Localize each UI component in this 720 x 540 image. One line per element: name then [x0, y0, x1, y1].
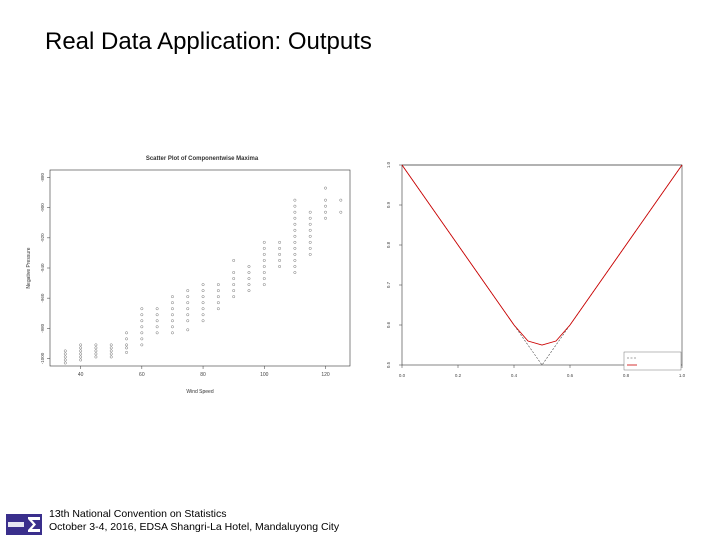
scatter-point — [278, 265, 280, 267]
dashed-series-line — [402, 165, 682, 365]
scatter-point — [248, 265, 250, 267]
scatter-point — [110, 344, 112, 346]
scatter-point — [263, 283, 265, 285]
scatter-point — [232, 289, 234, 291]
scatter-point — [64, 356, 66, 358]
line-plot-frame — [402, 165, 682, 365]
line-x-tick-label: 0.8 — [622, 373, 630, 378]
line-y-tick-label: 1.0 — [386, 161, 391, 169]
scatter-point — [263, 247, 265, 249]
line-y-tick-label: 0.5 — [386, 361, 391, 369]
scatter-point — [79, 353, 81, 355]
scatter-point — [309, 223, 311, 225]
scatter-point — [187, 295, 189, 297]
scatter-point — [309, 229, 311, 231]
scatter-point — [64, 350, 66, 352]
scatter-point — [79, 359, 81, 361]
scatter-point — [125, 344, 127, 346]
scatter-point — [232, 283, 234, 285]
scatter-y-tick-label: -960 — [40, 293, 45, 303]
scatter-point — [294, 223, 296, 225]
line-legend — [624, 352, 681, 370]
scatter-point — [141, 338, 143, 340]
scatter-point — [64, 362, 66, 364]
scatter-y-tick-label: -1000 — [40, 352, 45, 365]
line-y-axis — [386, 161, 402, 368]
scatter-point — [309, 247, 311, 249]
scatter-point — [294, 271, 296, 273]
scatter-point — [309, 253, 311, 255]
scatter-point — [64, 353, 66, 355]
scatter-point — [294, 199, 296, 201]
legend-box — [624, 352, 681, 370]
scatter-point — [340, 211, 342, 213]
line-x-tick-label: 0.6 — [566, 373, 574, 378]
scatter-point — [294, 229, 296, 231]
scatter-point — [95, 347, 97, 349]
scatter-point — [187, 329, 189, 331]
scatter-point — [263, 241, 265, 243]
scatter-point — [202, 289, 204, 291]
scatter-point — [141, 344, 143, 346]
scatter-point — [110, 347, 112, 349]
scatter-point — [171, 332, 173, 334]
scatter-point — [95, 344, 97, 346]
scatter-point — [278, 241, 280, 243]
scatter-point — [294, 217, 296, 219]
line-y-tick-label: 0.9 — [386, 201, 391, 209]
scatter-point — [141, 314, 143, 316]
line-x-tick-label: 0.4 — [510, 373, 518, 378]
ncs-logo — [6, 514, 42, 535]
scatter-point — [232, 277, 234, 279]
scatter-point — [187, 314, 189, 316]
line-x-tick-label: 0.2 — [454, 373, 462, 378]
line-x-tick-label: 0.0 — [398, 373, 406, 378]
scatter-point — [171, 301, 173, 303]
scatter-point — [324, 211, 326, 213]
scatter-point — [110, 353, 112, 355]
scatter-point — [232, 259, 234, 261]
scatter-point — [125, 347, 127, 349]
footer — [0, 505, 720, 540]
scatter-point — [79, 356, 81, 358]
scatter-point — [324, 199, 326, 201]
scatter-point — [187, 320, 189, 322]
scatter-y-tick-label: -880 — [40, 173, 45, 183]
scatter-point — [263, 271, 265, 273]
line-y-tick-label: 0.7 — [386, 281, 391, 289]
scatter-points — [64, 187, 342, 364]
scatter-plot — [22, 148, 362, 400]
scatter-point — [309, 217, 311, 219]
scatter-x-tick-label: 120 — [321, 372, 330, 378]
scatter-point — [294, 259, 296, 261]
scatter-point — [95, 350, 97, 352]
line-y-tick-label: 0.8 — [386, 241, 391, 249]
scatter-point — [156, 308, 158, 310]
scatter-point — [294, 253, 296, 255]
scatter-point — [324, 205, 326, 207]
scatter-point — [294, 241, 296, 243]
scatter-point — [202, 301, 204, 303]
scatter-point — [156, 332, 158, 334]
scatter-y-tick-label: -940 — [40, 263, 45, 273]
scatter-point — [110, 350, 112, 352]
scatter-point — [64, 359, 66, 361]
scatter-x-axis — [78, 366, 330, 378]
scatter-point — [141, 320, 143, 322]
scatter-x-tick-label: 60 — [139, 372, 145, 378]
scatter-point — [110, 356, 112, 358]
scatter-point — [202, 283, 204, 285]
line-y-tick-label: 0.6 — [386, 321, 391, 329]
scatter-y-tick-label: -980 — [40, 323, 45, 333]
scatter-point — [248, 271, 250, 273]
scatter-y-tick-label: -920 — [40, 233, 45, 243]
scatter-point — [217, 301, 219, 303]
scatter-point — [156, 326, 158, 328]
scatter-point — [278, 247, 280, 249]
scatter-y-axis-label: Negative Pressure — [26, 247, 32, 289]
footer-line-2: October 3-4, 2016, EDSA Shangri-La Hotel, Mandaluyong City — [49, 521, 340, 533]
scatter-point — [217, 289, 219, 291]
scatter-point — [294, 265, 296, 267]
scatter-point — [171, 308, 173, 310]
scatter-point — [309, 211, 311, 213]
scatter-point — [171, 295, 173, 297]
scatter-point — [202, 314, 204, 316]
scatter-point — [278, 253, 280, 255]
slide-title: Real Data Application: Outputs — [45, 28, 372, 55]
scatter-plot-frame — [50, 170, 350, 366]
scatter-point — [171, 320, 173, 322]
scatter-point — [294, 211, 296, 213]
scatter-point — [125, 332, 127, 334]
scatter-point — [294, 235, 296, 237]
scatter-point — [309, 241, 311, 243]
scatter-point — [187, 301, 189, 303]
scatter-point — [125, 338, 127, 340]
scatter-x-tick-label: 80 — [200, 372, 206, 378]
scatter-point — [217, 283, 219, 285]
scatter-x-tick-label: 40 — [77, 372, 84, 378]
scatter-point — [202, 295, 204, 297]
scatter-point — [202, 320, 204, 322]
scatter-title: Scatter Plot of Componentwise Maxima — [145, 156, 259, 162]
scatter-x-axis-label: Wind Speed — [186, 389, 214, 395]
scatter-point — [248, 283, 250, 285]
scatter-point — [340, 199, 342, 201]
scatter-point — [187, 289, 189, 291]
scatter-y-tick-label: -900 — [40, 203, 45, 213]
scatter-point — [232, 295, 234, 297]
scatter-point — [79, 350, 81, 352]
scatter-point — [278, 259, 280, 261]
scatter-point — [141, 308, 143, 310]
scatter-point — [294, 205, 296, 207]
scatter-point — [248, 289, 250, 291]
scatter-point — [79, 347, 81, 349]
scatter-point — [324, 187, 326, 189]
scatter-point — [263, 265, 265, 267]
scatter-point — [217, 295, 219, 297]
scatter-point — [187, 308, 189, 310]
line-series-group — [402, 165, 682, 365]
footer-line-1: 13th National Convention on Statistics — [49, 508, 227, 520]
scatter-point — [156, 320, 158, 322]
scatter-point — [202, 308, 204, 310]
solid-series-line — [402, 165, 682, 345]
scatter-point — [294, 247, 296, 249]
line-plot — [362, 160, 692, 400]
scatter-point — [79, 344, 81, 346]
line-x-tick-label: 1.0 — [678, 373, 686, 378]
scatter-point — [309, 235, 311, 237]
scatter-point — [248, 277, 250, 279]
scatter-point — [263, 277, 265, 279]
scatter-point — [156, 314, 158, 316]
scatter-point — [217, 308, 219, 310]
scatter-point — [141, 326, 143, 328]
scatter-point — [125, 351, 127, 353]
scatter-x-tick-label: 100 — [260, 372, 269, 378]
scatter-point — [95, 356, 97, 358]
scatter-point — [171, 314, 173, 316]
scatter-point — [263, 253, 265, 255]
scatter-point — [171, 326, 173, 328]
scatter-point — [232, 271, 234, 273]
scatter-point — [324, 217, 326, 219]
scatter-point — [263, 259, 265, 261]
scatter-point — [141, 332, 143, 334]
scatter-point — [95, 353, 97, 355]
scatter-y-axis — [40, 173, 50, 365]
